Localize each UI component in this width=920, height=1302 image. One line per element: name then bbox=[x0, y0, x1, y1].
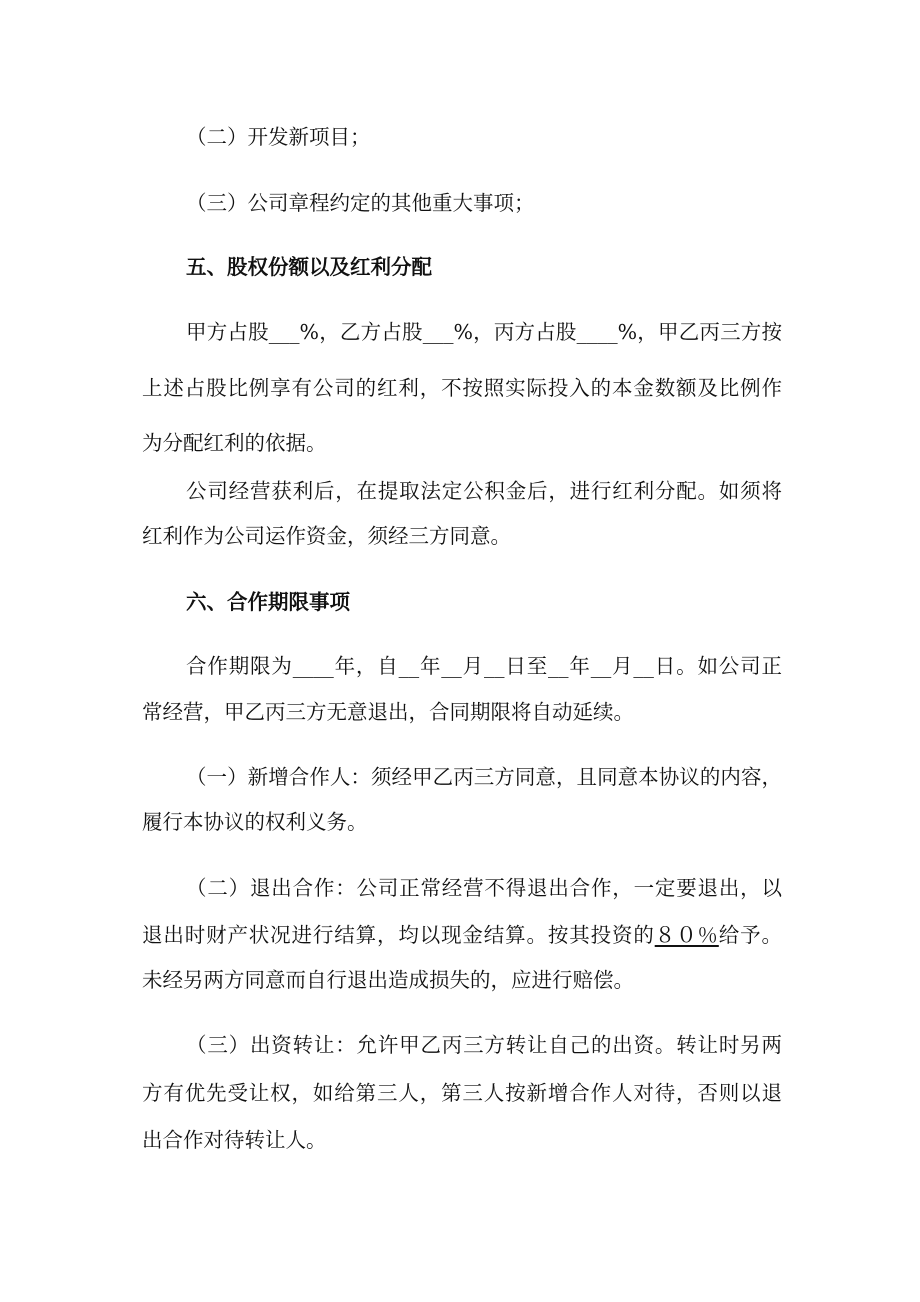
term-paragraph-line-2: 常经营，甲乙丙三方无意退出，合同期限将自动延续。 bbox=[142, 700, 634, 724]
transfer-line-3: 出合作对待转让人。 bbox=[142, 1128, 327, 1152]
section-heading-equity-dividends: 五、股权份额以及红利分配 bbox=[186, 255, 432, 279]
withdrawal-line-2-prefix: 退出时财产状况进行结算，均以现金结算。按其投资的 bbox=[142, 923, 655, 947]
dividend-paragraph-line-2: 红利作为公司运作资金，须经三方同意。 bbox=[142, 524, 511, 548]
equity-paragraph-line-1: 甲方占股___%，乙方占股___%，丙方占股____%，甲乙丙三方按 bbox=[186, 320, 782, 344]
transfer-line-1: （三）出资转让：允许甲乙丙三方转让自己的出资。转让时另两 bbox=[186, 1033, 782, 1057]
new-partner-line-1: （一）新增合作人：须经甲乙丙三方同意，且同意本协议的内容， bbox=[186, 765, 782, 789]
dividend-paragraph-line-1: 公司经营获利后，在提取法定公积金后，进行红利分配。如须将 bbox=[186, 479, 782, 503]
transfer-line-2: 方有优先受让权，如给第三人，第三人按新增合作人对待，否则以退 bbox=[142, 1081, 782, 1105]
term-paragraph-line-1: 合作期限为____年，自__年__月__日至__年__月__日。如公司正 bbox=[186, 654, 782, 678]
equity-paragraph-line-2: 上述占股比例享有公司的红利，不按照实际投入的本金数额及比例作 bbox=[142, 376, 782, 400]
section-heading-cooperation-term: 六、合作期限事项 bbox=[186, 590, 350, 614]
withdrawal-line-1: （二）退出合作：公司正常经营不得退出合作，一定要退出，以 bbox=[186, 876, 782, 900]
equity-paragraph-line-3: 为分配红利的依据。 bbox=[142, 431, 327, 455]
item-other-major-matters: （三）公司章程约定的其他重大事项； bbox=[186, 191, 535, 215]
withdrawal-line-3: 未经另两方同意而自行退出造成损失的，应进行赔偿。 bbox=[142, 968, 634, 992]
withdrawal-line-2-suffix: 给予。 bbox=[718, 923, 783, 947]
withdrawal-line-2 bbox=[142, 921, 782, 949]
new-partner-line-2: 履行本协议的权利义务。 bbox=[142, 810, 368, 834]
withdrawal-percentage: ８０％ bbox=[654, 923, 719, 947]
item-develop-new-project: （二）开发新项目； bbox=[186, 125, 371, 149]
